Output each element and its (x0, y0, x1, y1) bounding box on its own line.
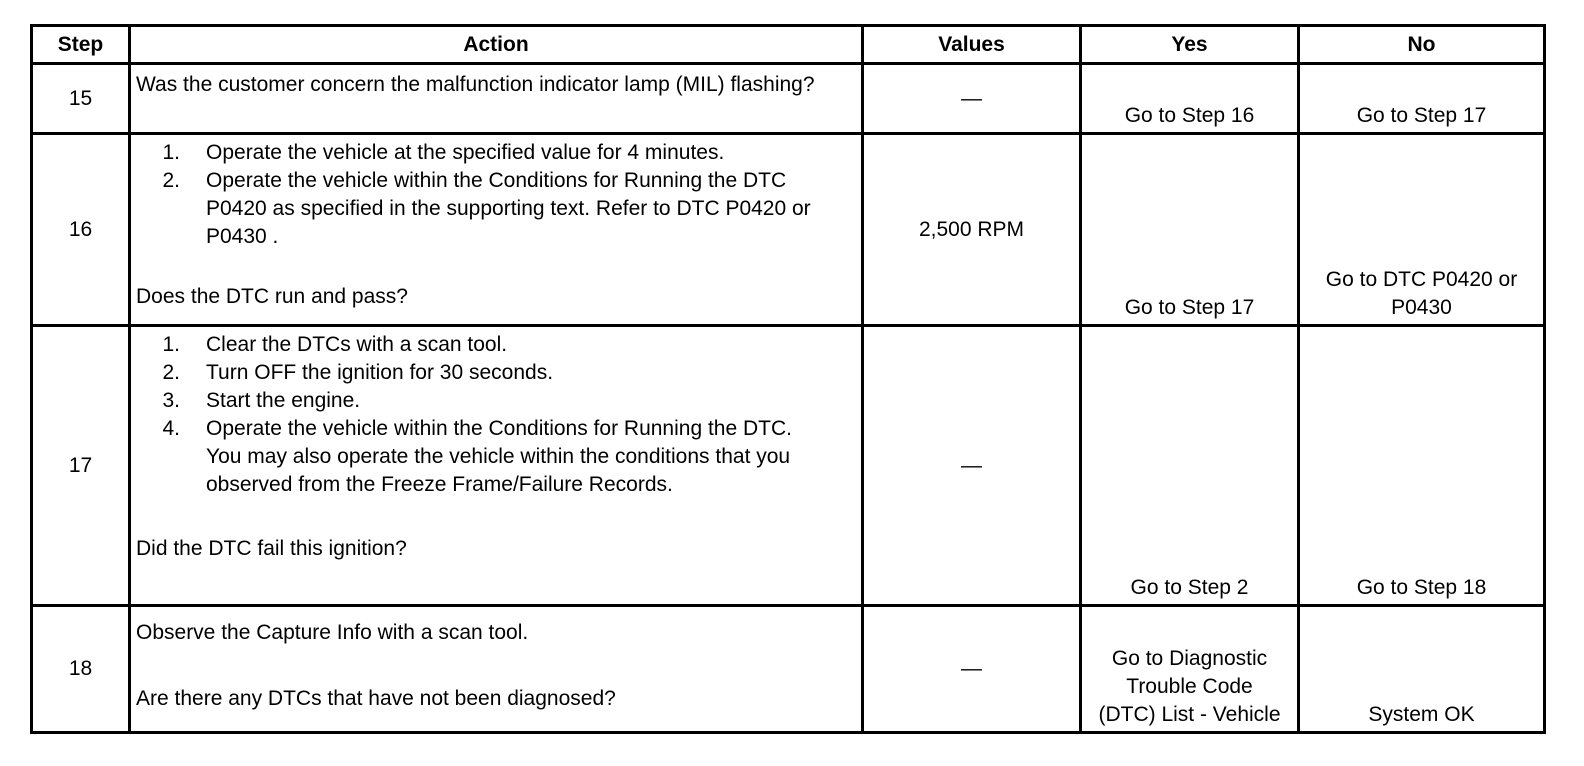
question-text: Does the DTC run and pass? (136, 285, 408, 308)
step-number: 15 (32, 64, 130, 134)
list-number: 1. (162, 141, 180, 164)
yes-cell: Go to Step 2 (1081, 326, 1299, 606)
list-item (136, 415, 855, 499)
table-row (32, 326, 1545, 606)
header-action: Action (130, 26, 863, 64)
value-cell: — (863, 326, 1081, 606)
yes-cell: Go to Step 16 (1081, 64, 1299, 134)
header-yes: Yes (1081, 26, 1299, 64)
action-cell (130, 326, 863, 606)
action-cell (130, 64, 863, 134)
action-cell (130, 134, 863, 326)
list-item (136, 167, 855, 251)
value-cell: 2,500 RPM (863, 134, 1081, 326)
list-text: Turn OFF the ignition for 30 seconds. (206, 361, 554, 384)
list-number: 3. (162, 389, 180, 412)
table-row (32, 606, 1545, 733)
action-cell (130, 606, 863, 733)
value-cell: — (863, 64, 1081, 134)
list-number: 2. (162, 361, 180, 384)
list-item (136, 359, 855, 387)
no-cell: System OK (1299, 606, 1545, 733)
yes-cell: Go to Diagnostic Trouble Code (DTC) List - Vehicle (1081, 606, 1299, 733)
list-number: 1. (162, 333, 180, 356)
value-cell: — (863, 606, 1081, 733)
list-item (136, 331, 855, 359)
list-text: Operate the vehicle within the Conditions for Running the DTC. You may also operate the vehicle within the conditions that you observed from the Freeze Frame/Failure Records. (206, 417, 792, 496)
list-number: 2. (162, 169, 180, 192)
table-row (32, 64, 1545, 134)
list-text: Operate the vehicle at the specified value for 4 minutes. (206, 141, 725, 164)
question-text: Did the DTC fail this ignition? (136, 537, 407, 560)
header-values: Values (863, 26, 1081, 64)
instruction-list (136, 139, 855, 251)
step-number: 18 (32, 606, 130, 733)
header-step: Step (32, 26, 130, 64)
step-number: 16 (32, 134, 130, 326)
list-text: Start the engine. (206, 389, 361, 412)
header-row (32, 26, 1545, 64)
diagnostic-table (30, 24, 1546, 734)
no-cell: Go to Step 18 (1299, 326, 1545, 606)
list-item (136, 387, 855, 415)
header-no: No (1299, 26, 1545, 64)
table-row (32, 134, 1545, 326)
instruction-list (136, 331, 855, 499)
statement-text: Observe the Capture Info with a scan tool. (136, 621, 529, 644)
step-number: 17 (32, 326, 130, 606)
list-text: Clear the DTCs with a scan tool. (206, 333, 508, 356)
list-item (136, 139, 855, 167)
question-text: Was the customer concern the malfunction indicator lamp (MIL) flashing? (136, 73, 815, 96)
yes-cell: Go to Step 17 (1081, 134, 1299, 326)
no-cell: Go to DTC P0420 or P0430 (1299, 134, 1545, 326)
list-number: 4. (162, 417, 180, 440)
question-text: Are there any DTCs that have not been diagnosed? (136, 687, 616, 710)
no-cell: Go to Step 17 (1299, 64, 1545, 134)
list-text: Operate the vehicle within the Conditions for Running the DTC P0420 as specified in the supporting text. Refer to DTC P0420 or P0430 . (206, 169, 811, 248)
